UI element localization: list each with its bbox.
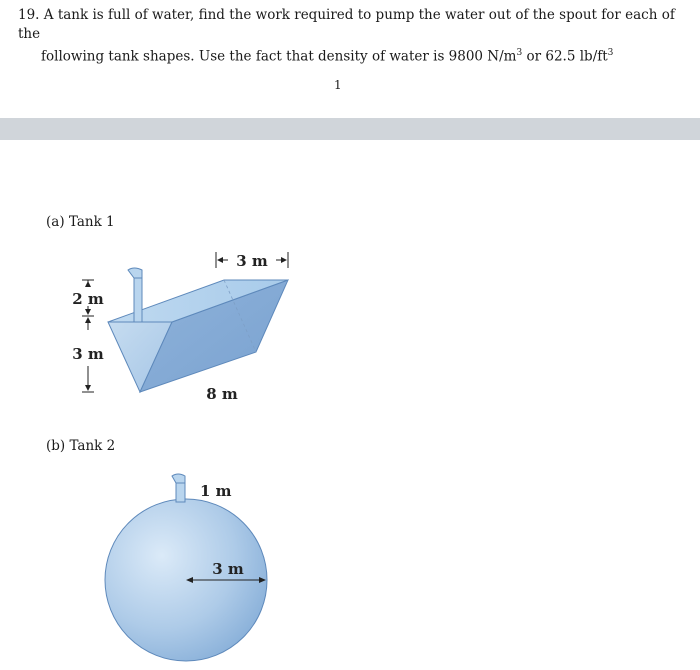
problem-number: 19. <box>18 7 40 23</box>
tank1-left-dimensions <box>72 280 104 392</box>
page-divider <box>0 118 700 140</box>
part-a-label: (a) Tank 1 <box>46 214 115 230</box>
tank2-radius-label: 3 m <box>212 560 244 578</box>
tank2-diagram <box>90 470 290 670</box>
tank1-top-dimension <box>216 252 288 270</box>
tank1-spout-height-label: 2 m <box>72 290 104 308</box>
tank1-width-label: 3 m <box>236 252 268 270</box>
tank1-length-label: 8 m <box>206 385 238 403</box>
page-number: 1 <box>334 78 342 92</box>
part-b-label: (b) Tank 2 <box>46 438 116 454</box>
tank2-spout <box>172 474 185 502</box>
problem-statement <box>18 6 688 67</box>
tank2-spout-label: 1 m <box>200 482 232 500</box>
tank1-diagram <box>60 240 380 440</box>
problem-text-line1: A tank is full of water, find the work required to pump the water out of the spout for each of the <box>18 7 675 42</box>
problem-text-line2: following tank shapes. Use the fact that density of water is 9800 $N/m^3$ or 62.5 $lb/ft^3$ <box>41 48 614 65</box>
tank1-depth-label: 3 m <box>72 345 104 363</box>
